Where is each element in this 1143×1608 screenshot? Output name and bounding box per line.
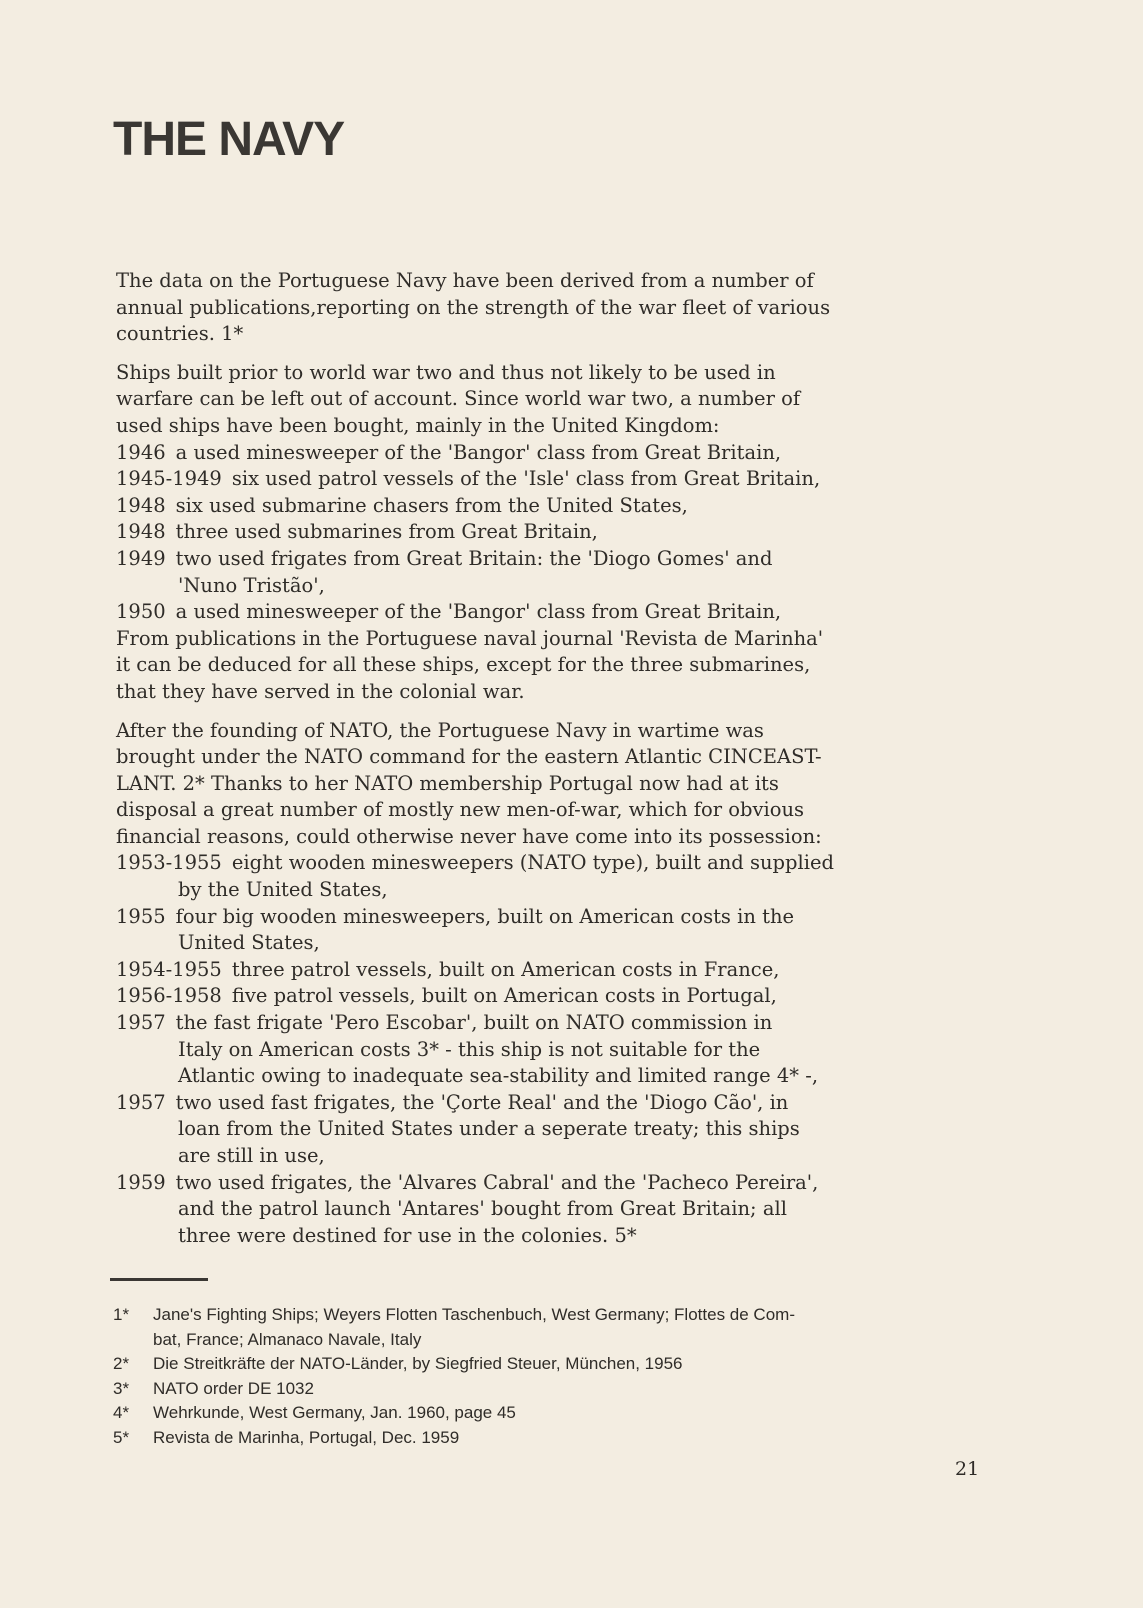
page-title: THE NAVY xyxy=(113,113,345,166)
footnote-text: NATO order DE 1032 xyxy=(153,1378,314,1398)
footnote-text: Jane's Fighting Ships; Weyers Flotten Taschenbuch, West Germany; Flottes de Com- xyxy=(153,1305,795,1324)
list-item-text: two used frigates from Great Britain: the 'Diogo Gomes' and xyxy=(175,546,773,570)
text-line: warfare can be left out of account. Since world war two, a number of xyxy=(116,387,801,411)
footnote-mark: 5* xyxy=(113,1427,130,1447)
list-item xyxy=(116,983,1016,1010)
text-line: it can be deduced for all these ships, except for the three submarines, xyxy=(116,653,811,677)
footnote-mark: 1* xyxy=(113,1305,130,1324)
list-item xyxy=(116,850,1016,877)
list-item xyxy=(116,599,1016,626)
text-line: The data on the Portuguese Navy have been derived from a number of xyxy=(116,269,814,292)
text-line: Ships built prior to world war two and thus not likely to be used in xyxy=(116,360,776,384)
list-item-continuation: Atlantic owing to inadequate sea-stability and limited range 4* -, xyxy=(178,1064,819,1088)
footnote-mark: 2* xyxy=(113,1354,130,1373)
list-item xyxy=(116,493,1016,520)
list-item-text: four big wooden minesweepers, built on American costs in the xyxy=(175,904,795,928)
list-item xyxy=(116,904,1016,931)
list-item-text: eight wooden minesweepers (NATO type), built and supplied xyxy=(231,851,835,875)
list-item-text: two used fast frigates, the 'Çorte Real' and the 'Diogo Cão', in xyxy=(175,1090,789,1114)
paragraph-nato xyxy=(116,718,1016,1250)
footnotes xyxy=(113,1303,1013,1450)
paragraph-postwar-ships xyxy=(116,360,1016,706)
footnote-text: Wehrkunde, West Germany, Jan. 1960, page 45 xyxy=(153,1403,516,1422)
paragraph-sources xyxy=(116,268,1016,348)
list-item-continuation: and the patrol launch 'Antares' bought from Great Britain; all xyxy=(178,1197,787,1221)
text-line: countries. 1* xyxy=(116,322,244,346)
list-item-continuation: loan from the United States under a seperate treaty; this ships xyxy=(178,1117,800,1141)
list-item-year: 1946 xyxy=(116,440,166,464)
list-item-year: 1945-1949 xyxy=(116,467,222,491)
text-line: that they have served in the colonial war. xyxy=(116,679,525,703)
list-item-year: 1950 xyxy=(116,600,166,624)
list-item xyxy=(116,1170,1016,1197)
footnote xyxy=(113,1352,1013,1377)
list-item-text: six used submarine chasers from the United States, xyxy=(175,493,688,517)
footnote xyxy=(113,1377,1013,1402)
list-item-text: three used submarines from Great Britain, xyxy=(175,520,598,544)
list-item-text: five patrol vessels, built on American costs in Portugal, xyxy=(231,984,777,1008)
footnote-text: Revista de Marinha, Portugal, Dec. 1959 xyxy=(153,1427,460,1447)
footnote-text: bat, France; Almanaco Navale, Italy xyxy=(153,1329,422,1349)
list-item-year: 1949 xyxy=(116,546,166,570)
list-item-text: six used patrol vessels of the 'Isle' class from Great Britain, xyxy=(231,467,821,491)
list-item xyxy=(116,440,1016,467)
footnote xyxy=(113,1303,1013,1352)
list-item-continuation: United States, xyxy=(178,931,320,955)
list-item xyxy=(116,519,1016,546)
list-item xyxy=(116,1090,1016,1117)
list-item-year: 1959 xyxy=(116,1170,166,1194)
list-item-continuation: are still in use, xyxy=(178,1144,325,1167)
footnote-mark: 3* xyxy=(113,1378,130,1398)
list-item-continuation: Italy on American costs 3* - this ship is not suitable for the xyxy=(178,1037,761,1061)
list-item-year: 1953-1955 xyxy=(116,851,222,875)
page-number: 21 xyxy=(955,1458,980,1480)
footnote xyxy=(113,1401,1013,1426)
text-line: disposal a great number of mostly new men-of-war, which for obvious xyxy=(116,798,805,822)
list-item-text: the fast frigate 'Pero Escobar', built on NATO commission in xyxy=(175,1011,773,1035)
text-line: annual publications,reporting on the strength of the war fleet of various xyxy=(116,295,831,319)
text-line: LANT. 2* Thanks to her NATO membership Portugal now had at its xyxy=(116,771,779,795)
text-line: financial reasons, could otherwise never have come into its possession: xyxy=(116,824,822,848)
body-text xyxy=(116,268,1016,1261)
list-item-year: 1948 xyxy=(116,520,166,544)
text-line: brought under the NATO command for the eastern Atlantic CINCEAST- xyxy=(116,745,822,769)
list-item-year: 1957 xyxy=(116,1090,166,1114)
list-item-year: 1956-1958 xyxy=(116,984,222,1008)
list-item-year: 1948 xyxy=(116,493,166,517)
footnote xyxy=(113,1426,1013,1451)
footnote-mark: 4* xyxy=(113,1403,130,1422)
text-line: From publications in the Portuguese naval journal 'Revista de Marinha' xyxy=(116,626,824,650)
list-item-text: three patrol vessels, built on American costs in France, xyxy=(231,957,780,981)
text-line: used ships have been bought, mainly in the United Kingdom: xyxy=(116,413,720,437)
list-item xyxy=(116,546,1016,573)
list-item-year: 1954-1955 xyxy=(116,957,222,981)
list-item-year: 1955 xyxy=(116,904,166,928)
list-item xyxy=(116,957,1016,984)
footnote-text: Die Streitkräfte der NATO-Länder, by Siegfried Steuer, München, 1956 xyxy=(153,1354,683,1373)
list-item-continuation: three were destined for use in the colonies. 5* xyxy=(178,1223,637,1247)
text-line: After the founding of NATO, the Portuguese Navy in wartime was xyxy=(116,718,764,742)
list-item-text: a used minesweeper of the 'Bangor' class from Great Britain, xyxy=(175,440,782,464)
list-item-continuation: 'Nuno Tristão', xyxy=(178,573,325,597)
footnote-divider xyxy=(110,1278,208,1281)
list-item-year: 1957 xyxy=(116,1011,166,1035)
list-item-continuation: by the United States, xyxy=(178,878,388,902)
list-item-text: a used minesweeper of the 'Bangor' class from Great Britain, xyxy=(175,600,782,624)
list-item xyxy=(116,1010,1016,1037)
list-item-text: two used frigates, the 'Alvares Cabral' and the 'Pacheco Pereira', xyxy=(175,1170,819,1194)
list-item xyxy=(116,466,1016,493)
